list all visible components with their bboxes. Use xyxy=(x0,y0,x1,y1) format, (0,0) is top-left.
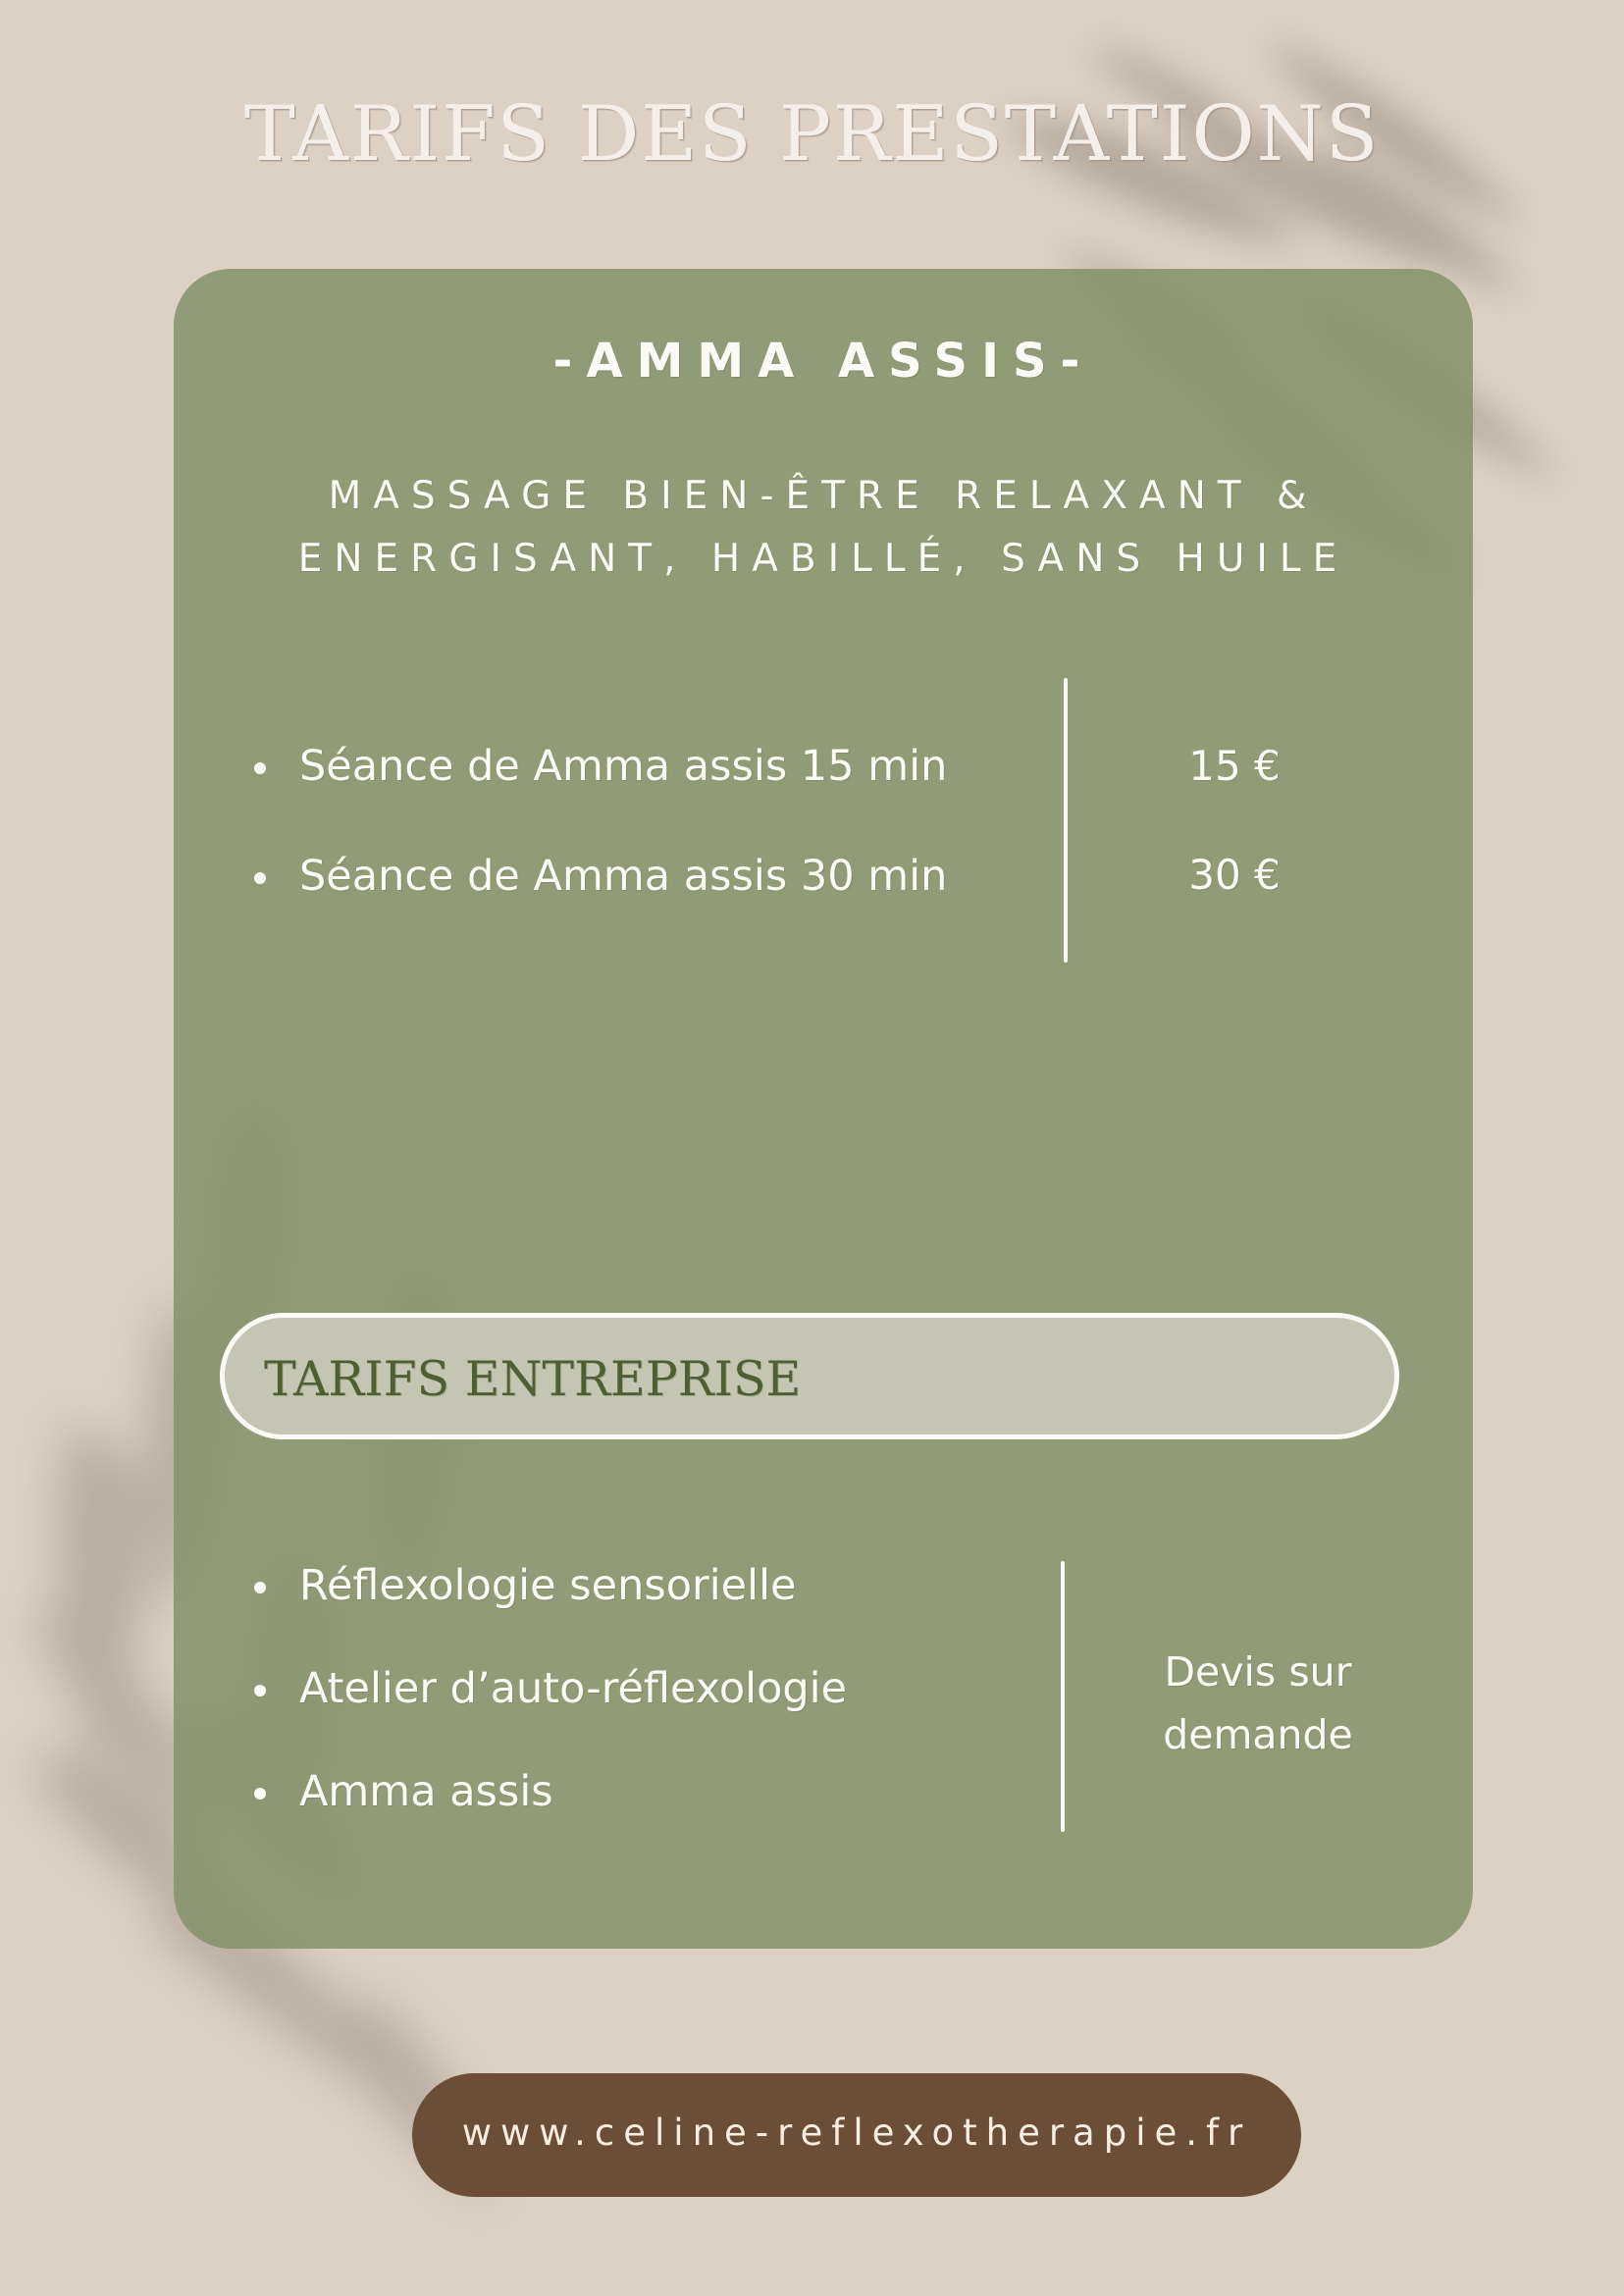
business-rates-banner xyxy=(220,1313,1399,1439)
business-service-label: Amma assis xyxy=(299,1767,553,1816)
session-label: Séance de Amma assis 30 min xyxy=(299,852,948,901)
quote-divider xyxy=(1061,1561,1065,1832)
quote-line-2: demande xyxy=(1163,1711,1353,1758)
bullet-icon xyxy=(254,1788,266,1800)
business-service-label: Réflexologie sensorielle xyxy=(299,1561,797,1610)
website-pill[interactable] xyxy=(412,2073,1301,2197)
business-service-label: Atelier d’auto-réflexologie xyxy=(299,1664,848,1713)
bullet-icon xyxy=(254,1582,266,1593)
quote-text xyxy=(1145,1641,1371,1766)
quote-line-1: Devis sur xyxy=(1164,1648,1352,1696)
session-label: Séance de Amma assis 15 min xyxy=(299,742,948,791)
page-title: TARIFS DES PRESTATIONS xyxy=(243,90,1381,179)
website-link[interactable]: www.celine-reflexotherapie.fr xyxy=(461,2112,1252,2154)
session-list xyxy=(254,742,948,901)
offer-subtitle-line-1: MASSAGE BIEN-ÊTRE RELAXANT & xyxy=(328,474,1319,518)
price-value: 30 € xyxy=(1188,851,1281,899)
bullet-icon xyxy=(254,1685,266,1696)
offer-title: -AMMA ASSIS- xyxy=(552,334,1094,389)
bullet-icon xyxy=(254,872,266,884)
offer-subtitle-line-2: ENERGISANT, HABILLÉ, SANS HUILE xyxy=(297,537,1349,581)
business-service-item xyxy=(254,1767,847,1816)
business-service-item xyxy=(254,1664,848,1713)
session-item xyxy=(254,852,948,901)
bullet-icon xyxy=(254,762,266,774)
price-value: 15 € xyxy=(1188,742,1281,790)
price-divider xyxy=(1064,678,1068,963)
business-service-list xyxy=(254,1561,848,1816)
price-list xyxy=(1155,742,1314,899)
business-service-item xyxy=(254,1561,847,1610)
amma-assis-card xyxy=(174,269,1473,1949)
offer-subtitle xyxy=(174,465,1473,591)
session-item xyxy=(254,742,948,791)
business-rates-title: TARIFS ENTREPRISE xyxy=(264,1351,802,1407)
